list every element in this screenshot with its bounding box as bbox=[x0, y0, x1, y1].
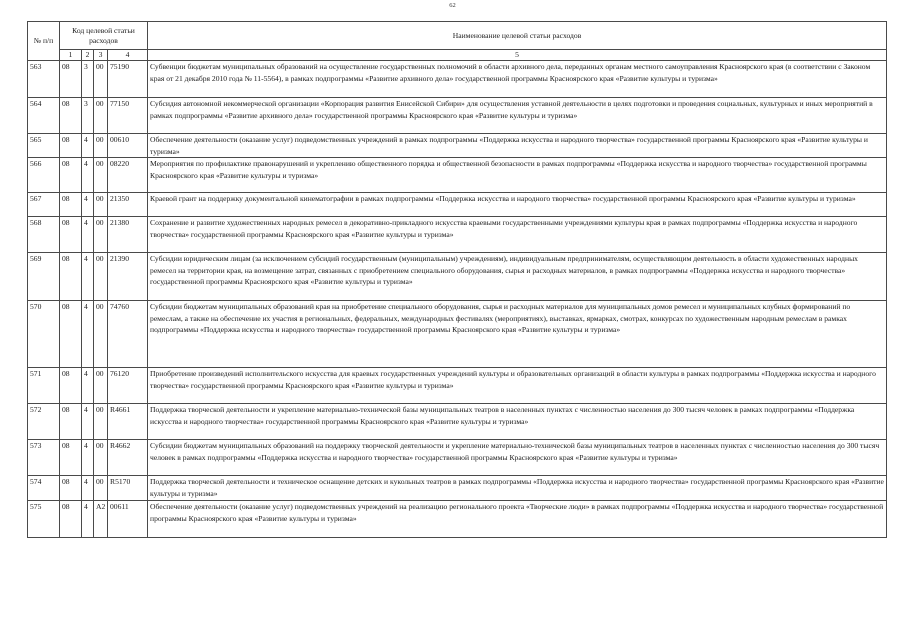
code-project: 00 bbox=[94, 476, 108, 501]
table-row bbox=[28, 193, 887, 217]
col-number-1: 1 bbox=[60, 50, 82, 61]
code-program: 08 bbox=[60, 301, 82, 368]
code-subprogram: 4 bbox=[82, 501, 94, 538]
code-program: 08 bbox=[60, 61, 82, 98]
expense-item-name: Поддержка творческой деятельности и укрепление материально-технической базы муниципальных театров в населенных пунктах с численностью населения до 300 тысяч человек в рамках подпрограммы «Поддержка искусства и народного творчества» государственной программы Красноярского края «Развитие культуры и туризма» bbox=[148, 404, 887, 440]
code-direction: 77150 bbox=[108, 98, 148, 134]
code-subprogram: 3 bbox=[82, 61, 94, 98]
row-number: 570 bbox=[28, 301, 60, 368]
col-number-4: 4 bbox=[108, 50, 148, 61]
table-row bbox=[28, 217, 887, 253]
code-project: 00 bbox=[94, 61, 108, 98]
code-project: 00 bbox=[94, 98, 108, 134]
code-subprogram: 4 bbox=[82, 368, 94, 404]
table-row bbox=[28, 134, 887, 158]
code-project: 00 bbox=[94, 158, 108, 193]
table-row bbox=[28, 98, 887, 134]
code-program: 08 bbox=[60, 476, 82, 501]
code-program: 08 bbox=[60, 217, 82, 253]
expense-item-name: Мероприятия по профилактике правонарушений и укреплению общественного порядка и общественной безопасности в рамках подпрограммы «Поддержка искусства и народного творчества» государственной программы Красноярского края «Развитие культуры и туризма» bbox=[148, 158, 887, 193]
expense-item-name: Субвенции бюджетам муниципальных образований на осуществление государственных полномочий в области архивного дела, переданных органам местного самоуправления Красноярского края (в соответствии с Законом края от 21 декабря 2010 года № 11-5564), в рамках подпрограммы «Развитие архивного дела» государственной программы Красноярского края «Развитие культуры и туризма» bbox=[148, 61, 887, 98]
row-number: 574 bbox=[28, 476, 60, 501]
expense-item-name: Обеспечение деятельности (оказание услуг) подведомственных учреждений на реализацию регионального проекта «Творческие люди» в рамках подпрограммы «Поддержка искусства и народного творчества» государственной программы Красноярского края «Развитие культуры и туризма» bbox=[148, 501, 887, 538]
code-direction: 75190 bbox=[108, 61, 148, 98]
code-subprogram: 4 bbox=[82, 440, 94, 476]
row-number: 573 bbox=[28, 440, 60, 476]
code-program: 08 bbox=[60, 440, 82, 476]
code-direction: 21380 bbox=[108, 217, 148, 253]
code-project: 00 bbox=[94, 404, 108, 440]
code-subprogram: 4 bbox=[82, 301, 94, 368]
row-number: 572 bbox=[28, 404, 60, 440]
code-direction: 00611 bbox=[108, 501, 148, 538]
code-program: 08 bbox=[60, 193, 82, 217]
row-number: 575 bbox=[28, 501, 60, 538]
row-number: 569 bbox=[28, 253, 60, 301]
code-project: 00 bbox=[94, 134, 108, 158]
expense-item-name: Сохранение и развитие художественных народных ремесел в декоративно-прикладного искусства краевыми государственными учреждениями культуры края в рамках подпрограммы «Поддержка искусства и народного творчества» государственной программы Красноярского края «Развитие культуры и туризма» bbox=[148, 217, 887, 253]
header-code: Код целевой статьи расходов bbox=[60, 22, 148, 50]
code-project: 00 bbox=[94, 368, 108, 404]
code-program: 08 bbox=[60, 98, 82, 134]
code-program: 08 bbox=[60, 501, 82, 538]
table-row bbox=[28, 476, 887, 501]
row-number: 571 bbox=[28, 368, 60, 404]
code-direction: 76120 bbox=[108, 368, 148, 404]
row-number: 566 bbox=[28, 158, 60, 193]
code-program: 08 bbox=[60, 404, 82, 440]
table-row bbox=[28, 253, 887, 301]
row-number: 563 bbox=[28, 61, 60, 98]
code-direction: R4661 bbox=[108, 404, 148, 440]
table-row bbox=[28, 158, 887, 193]
table-row bbox=[28, 404, 887, 440]
header-num: № п/п bbox=[28, 22, 60, 61]
table-header-row bbox=[28, 22, 887, 50]
code-direction: 21350 bbox=[108, 193, 148, 217]
code-subprogram: 4 bbox=[82, 158, 94, 193]
code-direction: 74760 bbox=[108, 301, 148, 368]
table-row bbox=[28, 368, 887, 404]
code-direction: 08220 bbox=[108, 158, 148, 193]
expense-item-name: Обеспечение деятельности (оказание услуг) подведомственных учреждений в рамках подпрограммы «Поддержка искусства и народного творчества» государственной программы Красноярского края «Развитие культуры и туризма» bbox=[148, 134, 887, 158]
code-direction: 21390 bbox=[108, 253, 148, 301]
code-subprogram: 4 bbox=[82, 193, 94, 217]
code-direction: R4662 bbox=[108, 440, 148, 476]
row-number: 564 bbox=[28, 98, 60, 134]
row-number: 565 bbox=[28, 134, 60, 158]
page-number: 62 bbox=[449, 2, 456, 9]
code-subprogram: 4 bbox=[82, 476, 94, 501]
row-number: 568 bbox=[28, 217, 60, 253]
row-number: 567 bbox=[28, 193, 60, 217]
expense-item-name: Субсидии бюджетам муниципальных образований края на приобретение специального оборудования, сырья и расходных материалов для муниципальных домов ремесел и муниципальных клубных формирований по ремеслам, а также на обеспечение их участия в региональных, федеральных, международных фестивалях (мероприятиях), выставках, ярмарках, смотрах, конкурсах по художественным народным ремеслам в рамках подпрограммы «Поддержка искусства и народного творчества» государственной программы Красноярского края «Развитие культуры и туризма» bbox=[148, 301, 887, 368]
code-program: 08 bbox=[60, 134, 82, 158]
code-subprogram: 4 bbox=[82, 134, 94, 158]
code-program: 08 bbox=[60, 368, 82, 404]
code-direction: 00610 bbox=[108, 134, 148, 158]
code-subprogram: 4 bbox=[82, 253, 94, 301]
column-number-row bbox=[28, 50, 887, 61]
code-project: 00 bbox=[94, 217, 108, 253]
code-direction: R5170 bbox=[108, 476, 148, 501]
code-subprogram: 3 bbox=[82, 98, 94, 134]
expense-item-name: Субсидии бюджетам муниципальных образований на поддержку творческой деятельности и укрепление материально-технической базы муниципальных театров в населенных пунктах с численностью населения до 300 тысяч человек в рамках подпрограммы «Поддержка искусства и народного творчества» государственной программы Красноярского края «Развитие культуры и туризма» bbox=[148, 440, 887, 476]
code-project: 00 bbox=[94, 253, 108, 301]
expense-item-name: Приобретение произведений исполнительского искусства для краевых государственных учреждений культуры и образовательных организаций в области культуры в рамках подпрограммы «Поддержка искусства и народного творчества» государственной программы Красноярского края «Развитие культуры и туризма» bbox=[148, 368, 887, 404]
code-project: A2 bbox=[94, 501, 108, 538]
header-name: Наименование целевой статьи расходов bbox=[148, 22, 887, 50]
table-row bbox=[28, 501, 887, 538]
table-row bbox=[28, 61, 887, 98]
expense-item-name: Краевой грант на поддержку документальной кинематографии в рамках подпрограммы «Поддержка искусства и народного творчества» государственной программы Красноярского края «Развитие культуры и туризма» bbox=[148, 193, 887, 217]
code-subprogram: 4 bbox=[82, 217, 94, 253]
col-number-5: 5 bbox=[148, 50, 887, 61]
code-program: 08 bbox=[60, 253, 82, 301]
code-subprogram: 4 bbox=[82, 404, 94, 440]
table-row bbox=[28, 301, 887, 368]
code-project: 00 bbox=[94, 193, 108, 217]
table-row bbox=[28, 440, 887, 476]
code-project: 00 bbox=[94, 440, 108, 476]
col-number-3: 3 bbox=[94, 50, 108, 61]
col-number-2: 2 bbox=[82, 50, 94, 61]
expense-item-name: Субсидия автономной некоммерческой организации «Корпорация развития Енисейской Сибири» для осуществления уставной деятельности в целях подготовки и проведения социальных, культурных и иных мероприятий в рамках подпрограммы «Развитие архивного дела» государственной программы Красноярского края «Развитие культуры и туризма» bbox=[148, 98, 887, 134]
code-program: 08 bbox=[60, 158, 82, 193]
expense-item-name: Поддержка творческой деятельности и техническое оснащение детских и кукольных театров в рамках подпрограммы «Поддержка искусства и народного творчества» государственной программы Красноярского края «Развитие культуры и туризма» bbox=[148, 476, 887, 501]
budget-classification-table bbox=[27, 21, 887, 538]
expense-item-name: Субсидии юридическим лицам (за исключением субсидий государственным (муниципальным) учреждениям), индивидуальным предпринимателям, осуществляющим деятельность в области художественных народных ремесел на территории края, на возмещение затрат, связанных с приобретением специального оборудования, сырья и расходных материалов, в рамках подпрограммы «Поддержка искусства и народного творчества» государственной программы Красноярского края «Развитие культуры и туризма» bbox=[148, 253, 887, 301]
code-project: 00 bbox=[94, 301, 108, 368]
